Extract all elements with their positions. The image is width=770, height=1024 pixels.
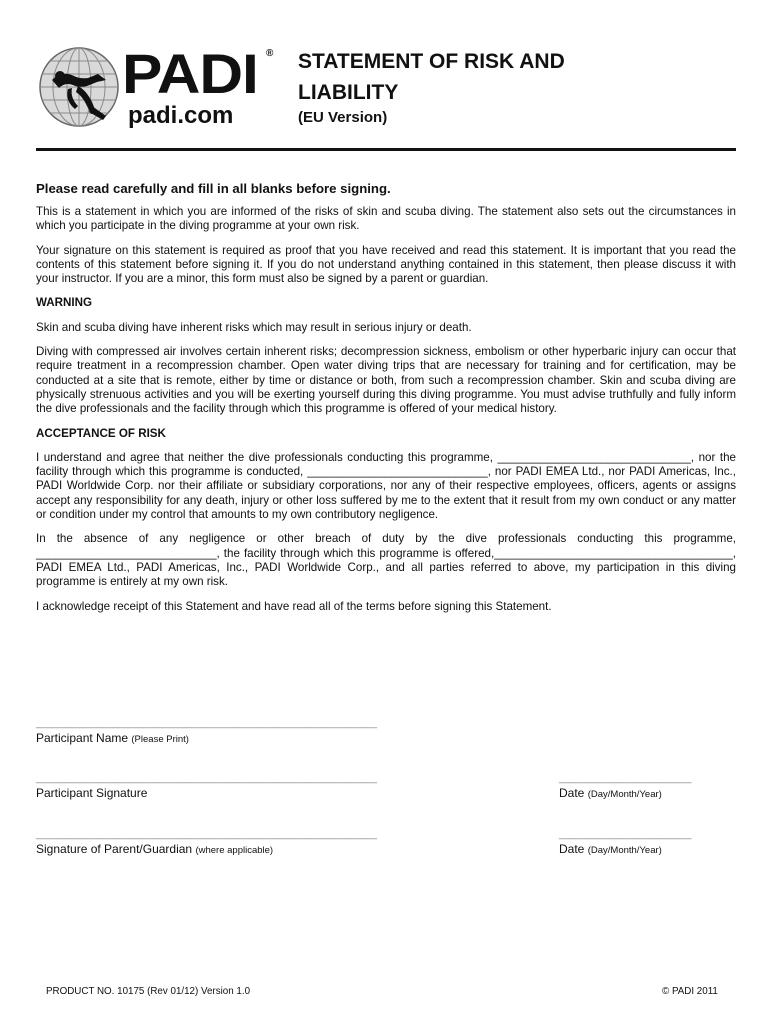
parent-date-note: (Day/Month/Year): [587, 845, 662, 856]
parent-date-field[interactable]: _____________________: [559, 828, 692, 840]
title-line-1: STATEMENT OF RISK AND: [298, 50, 565, 73]
padi-wordmark: PADI: [122, 42, 258, 105]
title-line-2: LIABILITY: [298, 81, 399, 104]
intro-paragraph-2: Your signature on this statement is required as proof that you have received and read this statement. It is important that you read the contents of this statement before signing it. If you do not understand anything contained in this statement, then please discuss it with your instructor. If you are a minor, this form must also be signed by a parent or guardian.: [36, 243, 736, 286]
participant-name-field[interactable]: ______________________________________________________: [36, 717, 378, 729]
header-divider: [36, 148, 736, 151]
warning-paragraph-2: Diving with compressed air involves certain inherent risks; decompression sickness, embolism or other hyperbaric injury can occur that require treatment in a recompression chamber. Open water diving trips that are necessary for training and for certification, may be conducted at a site that is remote, either by time or distance or both, from such a recompression chamber. Skin and scuba diving are physically strenuous activities and you will be exerting yourself during this diving programme. You must advise truthfully and fully inform the dive professionals and the facility through which this programme is offered of your medical history.: [36, 345, 736, 416]
copyright: © PADI 2011: [662, 986, 718, 997]
warning-paragraph-1: Skin and scuba diving have inherent risks which may result in serious injury or death.: [36, 320, 472, 334]
acceptance-heading: ACCEPTANCE OF RISK: [36, 426, 166, 440]
participant-name-label: Participant Name: [36, 731, 129, 745]
participant-date-label: Date: [559, 786, 585, 800]
warning-heading: WARNING: [36, 296, 93, 310]
acceptance-paragraph-1: I understand and agree that neither the dive professionals conducting this programme, ______________________________, nor the facility through which this programme is conducted, ____________________________, nor PADI EMEA Ltd., nor PADI Americas, Inc., PADI Worldwide Corp. nor their affiliate or subsidiary corporations, nor any of their respective employees, officers, agents or assigns accept any responsibility for any death, injury or other loss suffered by me to the extent that it result from my own conduct or any matter or condition under my control that amounts to my own contributory negligence.: [36, 450, 736, 522]
parent-signature-note: (where applicable): [195, 845, 274, 856]
intro-paragraph-1: This is a statement in which you are informed of the risks of skin and scuba diving. The statement also sets out the circumstances in which you participate in the diving programme at your own risk.: [36, 205, 736, 233]
document-subtitle: (EU Version): [298, 109, 388, 126]
participant-signature-label: Participant Signature: [36, 786, 148, 800]
padi-url: padi.com: [128, 102, 234, 129]
instruction-lead: Please read carefully and fill in all blanks before signing.: [36, 181, 391, 196]
statement-body: [36, 180, 736, 624]
parent-signature-field[interactable]: ______________________________________________________: [36, 828, 378, 840]
globe-diver-icon: [38, 46, 120, 128]
participant-signature-field[interactable]: ______________________________________________________: [36, 772, 378, 784]
acknowledgement-paragraph: I acknowledge receipt of this Statement and have read all of the terms before signing this Statement.: [36, 599, 552, 613]
padi-logo: [38, 44, 283, 130]
participant-date-field[interactable]: _____________________: [559, 772, 692, 784]
parent-signature-label: Signature of Parent/Guardian: [36, 842, 193, 856]
registered-mark: ®: [266, 48, 274, 59]
document-header: [0, 0, 770, 150]
acceptance-paragraph-2: In the absence of any negligence or other breach of duty by the dive professionals conducting this programme, ____________________________, the facility through which this programme is offered,_____________________________________, PADI EMEA Ltd., PADI Americas, Inc., PADI Worldwide Corp., and all parties referred to above, my participation in this diving programme is entirely at my own risk.: [36, 532, 736, 589]
participant-date-note: (Day/Month/Year): [587, 789, 662, 800]
document-title: [298, 46, 718, 108]
participant-name-note: (Please Print): [131, 734, 189, 745]
product-number: PRODUCT NO. 10175 (Rev 01/12) Version 1.0: [46, 986, 251, 997]
parent-date-label: Date: [559, 842, 585, 856]
